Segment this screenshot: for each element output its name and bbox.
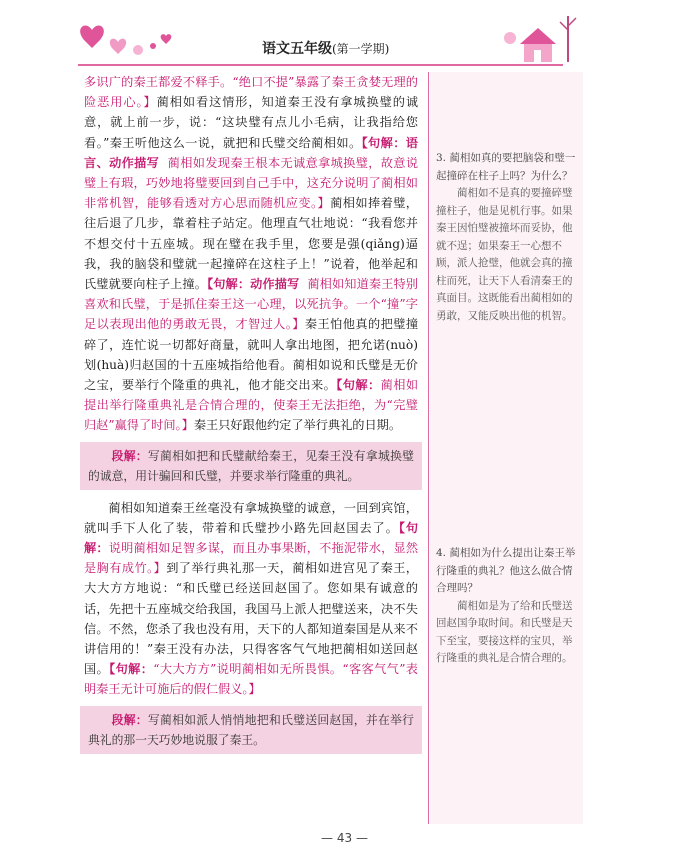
- sentence-note-label: 【句解：: [84, 520, 419, 556]
- paragraph-summary-label: 段解：: [111, 712, 148, 727]
- sentence-note: 蔺相如提出举行隆重典礼是合情合理的，使秦王无法拒绝，为“完璧归赵”赢得了时间。】: [84, 378, 419, 433]
- sentence-note-label: 【句解：: [109, 662, 154, 677]
- passage-text: 秦王只好跟他约定了举行典礼的日期。: [193, 418, 402, 433]
- question-text: 3. 蔺相如真的要把脑袋和璧一起撞碎在柱子上吗？为什么？: [436, 152, 576, 182]
- book-title: [262, 38, 389, 58]
- book-title-sub: (第一学期): [332, 42, 390, 56]
- paragraph-summary-box: [80, 706, 422, 754]
- side-question-3: [436, 150, 576, 325]
- sentence-note-label: 【句解：: [336, 378, 381, 393]
- answer-text: 蔺相如不是真的要撞碎璧撞柱子，他是见机行事。如果秦王因怕璧被撞坏而妥协，他就不逞；如果秦王一心想不顾，派人抢璧，他就会真的撞柱而死，让天下人看清秦王的真面目。这既能看出蔺相如的勇敢，又能反映出他的机智。: [436, 187, 573, 322]
- passage-text: 到了举行典礼那一天，蔺相如进宫见了秦王，大大方方地说：“和氏璧已经送回赵国了。您如果有诚意的话，先把十五座城交给我国，我国马上派人把璧送来，决不失信。不然，您杀了我也没有用，天下的人都知道秦国是从来不讲信用的！”秦王没有办法，只得客客气气地把蔺相如送回赵国。: [84, 561, 418, 677]
- book-title-main: 语文五年级: [262, 41, 332, 57]
- passage-text: 蔺相如知道秦王丝毫没有拿城换璧的诚意，一回到宾馆，就叫手下人化了装，带着和氏璧抄小路先回赵国去了。: [84, 500, 418, 535]
- paragraph-1: [84, 72, 418, 436]
- main-text-column: [84, 72, 418, 762]
- sentence-note: 蔺相如知道秦王特别喜欢和氏璧，于是抓住秦王这一心理，以死抗争。一个“撞”字足以表现出他的勇敢无畏，才智过人。】: [84, 277, 418, 332]
- paragraph-summary-label: 段解：: [111, 448, 148, 463]
- paragraph-summary-text: 写蔺相如派人悄悄地把和氏璧送回赵国，并在举行典礼的那一天巧妙地说服了秦王。: [88, 712, 414, 747]
- passage-text: 秦王怕他真的把璧撞碎了，连忙说一切都好商量，就叫人拿出地图，把允诺(nuò)划(huà)归赵国的十五座城指给他看。蔺相如说和氏璧是无价之宝，要举行个隆重的典礼，他才能交出来。: [84, 317, 419, 393]
- sentence-note: 蔺相如发现秦王根本无诚意拿城换璧，故意说璧上有瑕，巧妙地将璧要回到自己手中，这充分说明了蔺相如非常机智，能够看透对方心思而随机应变。】: [84, 155, 419, 211]
- header-rule: [78, 64, 563, 66]
- side-question-4: [436, 545, 576, 668]
- paragraph-summary-box: [80, 442, 422, 490]
- sentence-note: 说明蔺相如足智多谋，而且办事果断，不拖泥带水，显然是胸有成竹。】: [84, 541, 419, 576]
- house-tree-decoration-icon: [490, 8, 580, 66]
- side-column-divider: [428, 72, 429, 824]
- hearts-decoration-icon: [78, 20, 188, 66]
- paragraph-summary-text: 写蔺相如把和氏璧献给秦王，见秦王没有拿城换璧的诚意，用计骗回和氏璧，并要求举行隆重的典礼。: [88, 448, 414, 483]
- paragraph-2: [84, 498, 418, 700]
- sentence-note-label: 【句解：语言、动作描写: [84, 135, 418, 170]
- passage-text: 蔺相如捧着璧，往后退了几步，靠着柱子站定。他理直气壮地说：“我看您并不想交付十五座城。现在璧在我手里，您要是强(qiǎng)逼我，我的脑袋和璧就一起撞碎在这柱子上！”说着，他举起和氏璧就要向柱子上撞。: [84, 196, 418, 292]
- passage-text: 蔺相如看这情形，知道秦王没有拿城换璧的诚意，就上前一步，说：“这块璧有点儿小毛病，让我指给您看。”秦王听他这么一说，就把和氏璧交给蔺相如。: [84, 95, 419, 150]
- page-number: — 43 —: [321, 831, 368, 845]
- question-text: 4. 蔺相如为什么提出让秦王举行隆重的典礼？他这么做合情合理吗？: [436, 547, 576, 594]
- answer-text: 蔺相如是为了给和氏璧送回赵国争取时间。和氏璧是天下至宝，要接这样的宝贝，举行隆重的典礼是合情合理的。: [436, 599, 573, 664]
- sentence-note-label: 【句解：动作描写: [207, 277, 300, 292]
- sentence-note: “大大方方”说明蔺相如无所畏惧。“客客气气”表明秦王无计可施后的假仁假义。】: [84, 662, 418, 697]
- sentence-note: 多识广的秦王都爱不释手。“绝口不提”暴露了秦王贪婪无理的险恶用心。】: [84, 75, 418, 110]
- page-header: [0, 0, 689, 70]
